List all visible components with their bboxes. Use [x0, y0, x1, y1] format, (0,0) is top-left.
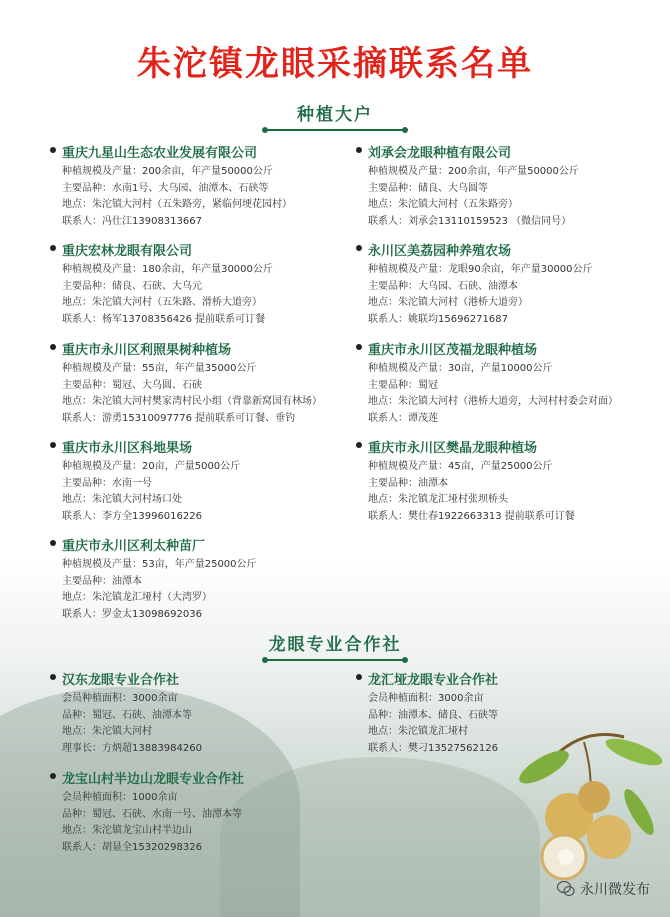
- list-item: [62, 768, 362, 856]
- entry-line: 种植规模及产量：200余亩，年产量50000公斤: [62, 166, 273, 177]
- entry-line: 地点：朱沱镇龙汇垭村（大湾罗）: [62, 592, 212, 603]
- section-heading-cooperatives: [0, 630, 670, 661]
- bullet-icon: [356, 245, 362, 251]
- entry-line: 地点：朱沱镇大河村（港桥大道旁，大河村村委会对面）: [368, 396, 618, 407]
- entry-line: 品种：蜀冠、石硖、油潭本等: [62, 709, 192, 721]
- entry-name: 重庆宏林龙眼有限公司: [62, 244, 193, 259]
- entry-name: 刘承会龙眼种植有限公司: [368, 146, 512, 161]
- section-divider: [265, 129, 405, 131]
- entry-line: 联系人：冯仕江13908313667: [62, 215, 202, 227]
- bullet-icon: [50, 540, 56, 546]
- entry-line: 理事长：方炳超13883984260: [62, 742, 202, 754]
- entry-line: 主要品种：蜀冠、大乌圆、石硖: [62, 379, 202, 391]
- entry-name: 重庆市永川区利太种苗厂: [62, 539, 206, 554]
- bullet-icon: [50, 147, 56, 153]
- entry-name: 龙宝山村半边山龙眼专业合作社: [62, 772, 245, 787]
- bullet-icon: [356, 344, 362, 350]
- entry-line: 地点：朱沱镇大河村场口处: [62, 494, 182, 505]
- section-label: 种植大户: [297, 105, 373, 125]
- bullet-icon: [50, 344, 56, 350]
- entry-name: 重庆市永川区樊晶龙眼种植场: [368, 441, 538, 456]
- entry-line: 联系人：杨军13708356426 提前联系可订餐: [62, 313, 266, 325]
- entry-line: 联系人：樊刁13527562126: [368, 742, 498, 754]
- entry-line: 地点：朱沱镇大河村（五朱路、滑桥大道旁）: [62, 297, 262, 308]
- bullet-icon: [356, 674, 362, 680]
- entry-name: 重庆九星山生态农业发展有限公司: [62, 146, 258, 161]
- entry-line: 地点：朱沱镇大河村樊家湾村民小组（背靠新窝国有林场）: [62, 396, 322, 407]
- entry-line: 联系人：刘承会13110159523 （微信同号）: [368, 215, 572, 227]
- entry-line: 会员种植面积：1000余亩: [62, 792, 178, 803]
- entry-line: 地点：朱沱镇龙宝山村半边山: [62, 825, 192, 836]
- entry-line: 主要品种：储良、大乌圆等: [368, 182, 488, 194]
- entry-line: 地点：朱沱镇大河村: [62, 726, 152, 737]
- bullet-icon: [50, 674, 56, 680]
- entry-name: 汉东龙眼专业合作社: [62, 673, 180, 688]
- entry-line: 主要品种：水南一号: [62, 477, 152, 489]
- entry-line: 主要品种：水南1号、大乌园、油潭本、石硖等: [62, 182, 269, 194]
- bullet-icon: [356, 442, 362, 448]
- entry-line: 地点：朱沱镇龙汇垭村张坝桥头: [368, 494, 508, 505]
- entry-line: 主要品种：蜀冠: [368, 379, 438, 391]
- entry-line: 种植规模及产量：30亩，产量10000公斤: [368, 363, 553, 374]
- list-item: [62, 339, 362, 427]
- publisher-logo: [557, 879, 650, 899]
- entry-line: 主要品种：储良、石硖、大乌元: [62, 280, 202, 292]
- entry-line: 种植规模及产量：45亩，产量25000公斤: [368, 461, 553, 472]
- entry-line: 主要品种：大乌园、石硖、油潭本: [368, 280, 518, 292]
- entry-line: 主要品种：油潭本: [368, 477, 448, 489]
- longan-fruit-illustration: [514, 717, 664, 887]
- entry-line: 联系人：姚联均15696271687: [368, 313, 508, 325]
- list-item: [62, 142, 362, 230]
- entry-line: 会员种植面积：3000余亩: [368, 693, 484, 704]
- section-label: 龙眼专业合作社: [268, 635, 402, 655]
- entry-line: 种植规模及产量：180余亩，年产量30000公斤: [62, 264, 273, 275]
- bullet-icon: [50, 245, 56, 251]
- entry-line: 会员种植面积：3000余亩: [62, 693, 178, 704]
- entry-line: 种植规模及产量：55亩，年产量35000公斤: [62, 363, 257, 374]
- list-item: [62, 535, 362, 623]
- bullet-icon: [356, 147, 362, 153]
- entry-name: 重庆市永川区利照果树种植场: [62, 343, 232, 358]
- wechat-icon: [557, 881, 575, 897]
- entry-line: 地点：朱沱镇大河村（五朱路旁）: [368, 199, 518, 210]
- entry-line: 地点：朱沱镇大河村（五朱路旁，紧临何埂花园村）: [62, 199, 292, 210]
- entry-line: 种植规模及产量：20亩，产量5000公斤: [62, 461, 241, 472]
- entry-name: 永川区美荔园种养殖农场: [368, 244, 512, 259]
- entry-line: 联系人：罗金太13098692036: [62, 608, 202, 620]
- entry-line: 地点：朱沱镇大河村（港桥大道旁）: [368, 297, 528, 308]
- bullet-icon: [50, 442, 56, 448]
- entry-line: 种植规模及产量：200余亩，年产量50000公斤: [368, 166, 579, 177]
- list-item: [368, 339, 668, 427]
- list-item: [368, 240, 668, 328]
- list-item: [368, 142, 668, 230]
- bullet-icon: [50, 773, 56, 779]
- logo-text: 永川微发布: [580, 882, 650, 898]
- entry-line: 品种：蜀冠、石硖、水南一号、油潭本等: [62, 808, 242, 820]
- section-divider: [265, 659, 405, 661]
- entry-line: 地点：朱沱镇龙汇垭村: [368, 726, 468, 737]
- list-item: [62, 669, 362, 757]
- entry-line: 联系人：游勇15310097776 提前联系可订餐、垂钓: [62, 412, 296, 424]
- page-title: 朱沱镇龙眼采摘联系名单: [137, 44, 533, 84]
- list-item: [368, 437, 668, 525]
- entry-line: 主要品种：油潭本: [62, 575, 142, 587]
- list-item: [62, 437, 362, 525]
- section-heading-growers: [0, 100, 670, 131]
- entry-line: 联系人：李方全13996016226: [62, 510, 202, 522]
- entry-name: 重庆市永川区科地果场: [62, 441, 193, 456]
- entry-name: 重庆市永川区茂福龙眼种植场: [368, 343, 538, 358]
- entry-name: 龙汇垭龙眼专业合作社: [368, 673, 499, 688]
- entry-line: 联系人：谭茂莲: [368, 412, 438, 424]
- entry-line: 种植规模及产量：龙眼90余亩，年产量30000公斤: [368, 264, 593, 275]
- entry-line: 种植规模及产量：53亩，年产量25000公斤: [62, 559, 257, 570]
- entry-line: 联系人：胡显全15320298326: [62, 841, 202, 853]
- list-item: [62, 240, 362, 328]
- entry-line: 品种：油潭本、储良、石硖等: [368, 709, 498, 721]
- entry-line: 联系人：樊仕春1922663313 提前联系可订餐: [368, 510, 575, 522]
